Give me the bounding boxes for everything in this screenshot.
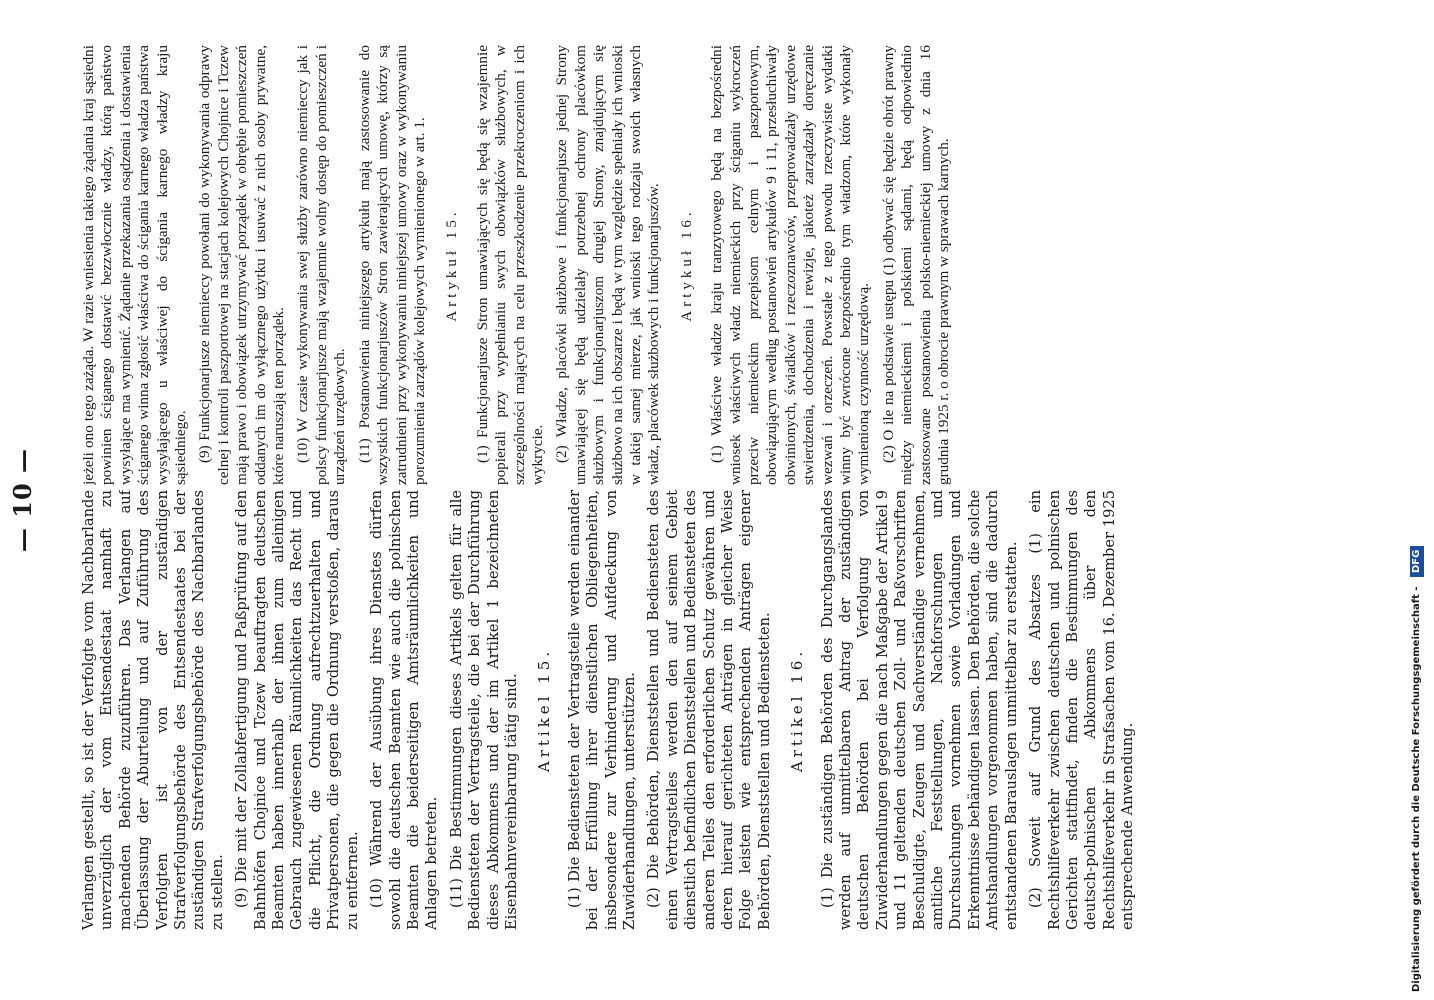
pl-article-15-heading: Artykuł 15. [444, 208, 461, 322]
de-article-15-heading: Artikel 15. [535, 647, 554, 773]
page-number: — 10 — [8, 447, 37, 553]
de-article-16-heading: Artikel 16. [788, 647, 807, 773]
dfg-logo-icon: DFG [1410, 546, 1424, 577]
german-column [80, 490, 1300, 930]
digitization-credit [1400, 0, 1434, 1000]
pl-paragraph: (2) O ile na podstawie ustępu (1) odbywać się będzie obrót prawny między niemieckiemi i polskiemi sądami, będą odpowiednio zastosowane postanowienia polsko-niemieckiej umowy z dnia 16 grudnia 1925 r. o obrocie prawnym w sprawach karnych. [879, 45, 953, 485]
pl-paragraph: (1) Właściwe władze kraju tranzytowego będą na bezpośredni wniosek właściwych władz niemieckich przy ściganiu wykroczeń przeciw niemieckim przepisom celnym i paszportowym, obowiązującym według postanowień artykułów 9 i 11, przesłuchiwały obwinionych, świadków i rzeczoznawców, przeprowadzały urzędowe stwierdzenia, dochodzenia i rewizje, jakoteż zarządzały doręczanie wezwań i orzeczeń. Powstałe z tego powodu rzeczywiste wydatki winny być zwrócone bezpośrednio tym władzom, które wykonały wymienioną czynność urzędową. [708, 45, 873, 485]
de-paragraph: Verlangen gestellt, so ist der Verfolgte vom Nachbarlande unverzüglich der vom Entsendestaat namhaft zu machenden Behörde zuzuführen. Das Verlangen auf Überlassung der Aburteilung und auf Zuführung des Verfolgten ist von der zuständigen Strafverfolgungsbehörde des Entsendestaates bei der zuständigen Strafverfolgungsbehörde des Nachbarlandes zu stellen. [80, 490, 226, 930]
pl-paragraph: (2) Władze, placówki służbowe i funkcjonarjusze jednej Strony umawiającej się będą udzielały potrzebnej ochrony placówkom służbowym i funkcjonarjuszom drugiej Strony, znajdującym się służbowo na ich obszarze i będą w tym względzie spełniały ich wnioski w takiej samej mierze, jak wnioski tego rodzaju swoich własnych władz, placówek służbowych i funkcjonarjuszów. [553, 45, 663, 485]
polish-column [80, 45, 1300, 485]
pl-paragraph: (9) Funkcjonarjusze niemieccy powołani do wykonywania odprawy celnej i kontroli paszportowej na stacjach kolejowych Chojnice i Tczew mają prawo i obowiązek utrzymywać porządek w obrębie pomieszczeń oddanych im do wyłącznego użytku i usuwać z nich osoby prywatne, które naruszają ten porządek. [196, 45, 288, 485]
credit-text: Digitalisierung gefördert durch die Deutsche Forschungsgemeinschaft - [1411, 586, 1422, 992]
de-paragraph: (1) Die Bediensteten der Vertragsteile werden einander bei der Erfüllung ihrer dienstlichen Obliegenheiten, insbesondere zur Verhinderung und Aufdeckung von Zuwiderhandlungen, unterstützen. [565, 490, 638, 930]
de-paragraph: (1) Die zuständigen Behörden des Durchgangslandes werden auf unmittelbaren Antrag der zuständigen deutschen Behörden bei Verfolgung von Zuwiderhandlungen gegen die nach Maßgabe der Artikel 9 und 11 geltenden deutschen Zoll- und Paßvorschriften Beschuldigte, Zeugen und Sachverständige vernehmen, amtliche Feststellungen, Nachforschungen und Durchsuchungen vornehmen sowie Vorladungen und Erkenntnisse behändigen lassen. Den Behörden, die solche Amtshandlungen vorgenommen haben, sind die dadurch entstandenen Barauslagen unmittelbar zu erstatten. [818, 490, 1020, 930]
de-paragraph: (9) Die mit der Zollabfertigung und Paßprüfung auf den Bahnhöfen Chojnice und Tczew beauftragten deutschen Beamten haben innerhalb der ihnen zum alleinigen Gebrauch zugewiesenen Räumlichkeiten das Recht und die Pflicht, die Ordnung aufrechtzuerhalten und Privatpersonen, die gegen die Ordnung verstoßen, daraus zu entfernen. [233, 490, 361, 930]
pl-paragraph: (11) Postanowienia niniejszego artykułu mają zastosowanie do wszystkich funkcjonarjuszów Stron zawierających umowę, którzy są zatrudnieni przy wykonywaniu niniejszej umowy oraz w wykonywaniu porozumienia zarządów kolejowych wymienionego w art. 1. [355, 45, 428, 485]
pl-paragraph: jeżeli ono tego zażąda. W razie wniesienia takiego żądania kraj sąsiedni powinien ściganego dostawić bezzwłocznie władzy, którą państwo wysyłające ma wymienić. Żądanie przekazania osądzenia i dostawienia ściganego winna zgłosić właściwa do ścigania karnego władza państwa wysyłającego u właściwej do ścigania karnego władzy kraju sąsiedniego. [80, 45, 190, 485]
de-paragraph: (10) Während der Ausübung ihres Dienstes dürfen sowohl die deutschen Beamten wie auch die polnischen Beamten die beiderseitigen Amtsräumlichkeiten und Anlagen betreten. [368, 490, 441, 930]
de-paragraph: (2) Die Behörden, Dienststellen und Bediensteten des einen Vertragsteiles werden den auf seinem Gebiet dienstlich befindlichen Dienststellen und Bediensteten des anderen Teiles den erforderlichen Schutz gewähren und deren hierauf gerichteten Anträgen in gleicher Weise Folge leisten wie entsprechenden Anträgen eigener Behörden, Dienststellen und Bediensteten. [645, 490, 773, 930]
pl-paragraph: (10) W czasie wykonywania swej służby zarówno niemieccy jak i polscy funkcjonarjusze mają wzajemnie wolny dostęp do pomieszczeń i urządzeń urzędowych. [294, 45, 349, 485]
pl-paragraph: (1) Funkcjonarjusze Stron umawiających się będą się wzajemnie popierali przy wypełnianiu swych obowiązków służbowych, w szczególności mających na celu przeszkodzenie przekroczeniom i ich wykrycie. [473, 45, 546, 485]
de-paragraph: (11) Die Bestimmungen dieses Artikels gelten für alle Bediensteten der Vertragsteile, die bei der Durchführung dieses Abkommens und der im Artikel 1 bezeichneten Eisenbahnvereinbarung tätig sind. [447, 490, 520, 930]
de-paragraph: (2) Soweit auf Grund des Absatzes (1) ein Rechtshilfeverkehr zwischen deutschen und polnischen Gerichten stattfindet, finden die Bestimmungen des deutsch-polnischen Abkommens über den Rechtshilfeverkehr in Strafsachen vom 16. Dezember 1925 entsprechende Anwendung. [1027, 490, 1137, 930]
pl-article-16-heading: Artykuł 16. [678, 208, 695, 322]
